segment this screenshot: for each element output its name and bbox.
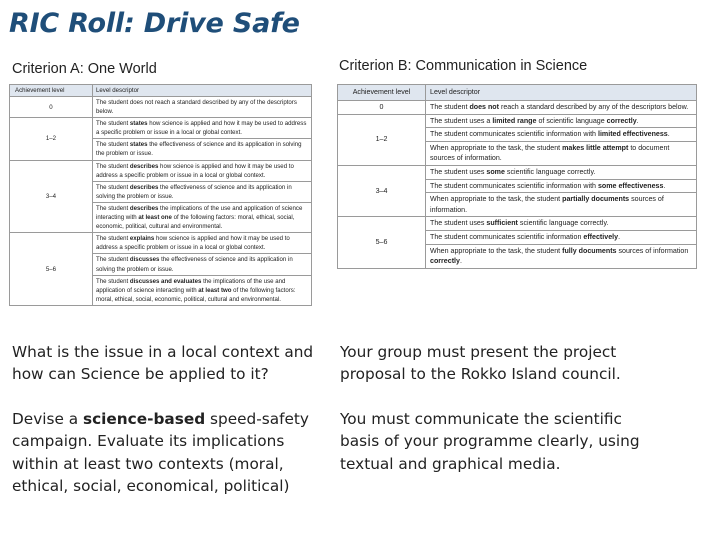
task-line: within at least two contexts (moral,	[12, 454, 284, 473]
task-line: campaign. Evaluate its implications	[12, 432, 285, 451]
descriptor-statement: The student explains how science is applied and how it may be used to address a specific problem or issue in a local or global context.	[93, 233, 311, 254]
achievement-level: 1–2	[10, 118, 93, 160]
descriptor-statement: The student discusses the effectiveness of science and its application in solving the problem or issue.	[93, 254, 311, 275]
science-based-emphasis: science-based	[82, 409, 206, 428]
task-line: ethical, social, economical, political)	[12, 477, 290, 496]
descriptor-statement: The student describes the effectiveness of science and its application in solving the problem or issue.	[93, 182, 311, 203]
descriptor-statement: The student uses a limited range of scientific language correctly.	[426, 115, 696, 129]
achievement-level: 3–4	[10, 160, 93, 233]
level-descriptor	[426, 114, 697, 165]
descriptor-statement: The student describes the implications of the use and application of science interacting with at least one of the following factors: moral, ethical, social, economic, political, cultural and environmental.	[96, 204, 303, 231]
task-instructions-left	[12, 341, 313, 497]
level-descriptor	[93, 160, 312, 233]
rubric-header-row	[10, 85, 312, 97]
level-descriptor	[93, 97, 312, 118]
level-descriptor	[426, 101, 697, 115]
level-descriptor	[93, 118, 312, 160]
communication-line: textual and graphical media.	[340, 454, 561, 473]
achievement-level-header: Achievement level	[10, 85, 93, 97]
descriptor-statement: The student uses some scientific language correctly.	[426, 166, 696, 180]
presentation-line: Your group must present the project	[340, 343, 617, 361]
rubric-row	[10, 233, 312, 306]
achievement-level-header: Achievement level	[338, 85, 426, 101]
descriptor-statement: When appropriate to the task, the student partially documents sources of information.	[430, 195, 664, 214]
descriptor-statement: When appropriate to the task, the student makes little attempt to document sources of information.	[430, 143, 670, 163]
communication-line: basis of your programme clearly, using	[340, 432, 640, 451]
rubric-row	[10, 118, 312, 160]
achievement-level: 0	[338, 101, 426, 115]
rubric-row	[338, 217, 697, 268]
achievement-level: 1–2	[338, 114, 426, 165]
descriptor-statement: The student communicates scientific information with some effectiveness.	[426, 180, 696, 194]
presentation-line: proposal to the Rokko Island council.	[340, 365, 621, 384]
descriptor-statement: The student describes how science is applied and how it may be used to address a specific problem or issue in a local or global context.	[93, 161, 311, 182]
task-line: Devise a science-based speed-safety	[12, 409, 309, 428]
level-descriptor	[426, 165, 697, 216]
descriptor-statement: The student does not reach a standard described by any of the descriptors below.	[96, 99, 297, 116]
achievement-level: 3–4	[338, 165, 426, 216]
descriptor-statement: The student does not reach a standard described by any of the descriptors below.	[430, 103, 689, 111]
criterion-b-heading: Criterion B: Communication in Science	[339, 58, 588, 74]
question-line: What is the issue in a local context and	[12, 343, 314, 361]
descriptor-statement: The student communicates scientific information with limited effectiveness.	[426, 128, 696, 142]
level-descriptor	[93, 233, 312, 306]
rubric-row	[338, 101, 697, 115]
level-descriptor-header: Level descriptor	[426, 85, 697, 101]
page-title: RIC Roll: Drive Safe	[9, 8, 300, 39]
rubric-header-row	[338, 85, 697, 101]
descriptor-statement: The student states the effectiveness of science and its application in solving the problem or issue.	[96, 141, 302, 158]
descriptor-statement: When appropriate to the task, the student fully documents sources of information correctly.	[430, 246, 689, 266]
task-instructions-right	[340, 341, 640, 475]
rubric-row	[338, 165, 697, 216]
rubric-row	[10, 160, 312, 233]
achievement-level: 5–6	[338, 217, 426, 268]
level-descriptor-header: Level descriptor	[93, 85, 312, 97]
question-line: how can Science be applied to it?	[12, 365, 269, 384]
descriptor-statement: The student communicates scientific information effectively.	[426, 231, 696, 245]
criterion-a-rubric-table	[9, 84, 312, 306]
communication-line: You must communicate the scientific	[340, 409, 622, 428]
descriptor-statement: The student discusses and evaluates the implications of the use and application of science interacting with at least two of the following factors: moral, ethical, social, economic, political, cultural and environmental.	[96, 277, 296, 303]
descriptor-statement: The student uses sufficient scientific language correctly.	[426, 217, 696, 231]
rubric-row	[338, 114, 697, 165]
rubric-row	[10, 97, 312, 118]
achievement-level: 0	[10, 97, 93, 118]
level-descriptor	[426, 217, 697, 268]
criterion-a-heading: Criterion A: One World	[12, 61, 157, 77]
descriptor-statement: The student states how science is applied and how it may be used to address a specific problem or issue in a local or global context.	[93, 118, 311, 139]
achievement-level: 5–6	[10, 233, 93, 306]
criterion-b-rubric-table	[337, 84, 697, 269]
